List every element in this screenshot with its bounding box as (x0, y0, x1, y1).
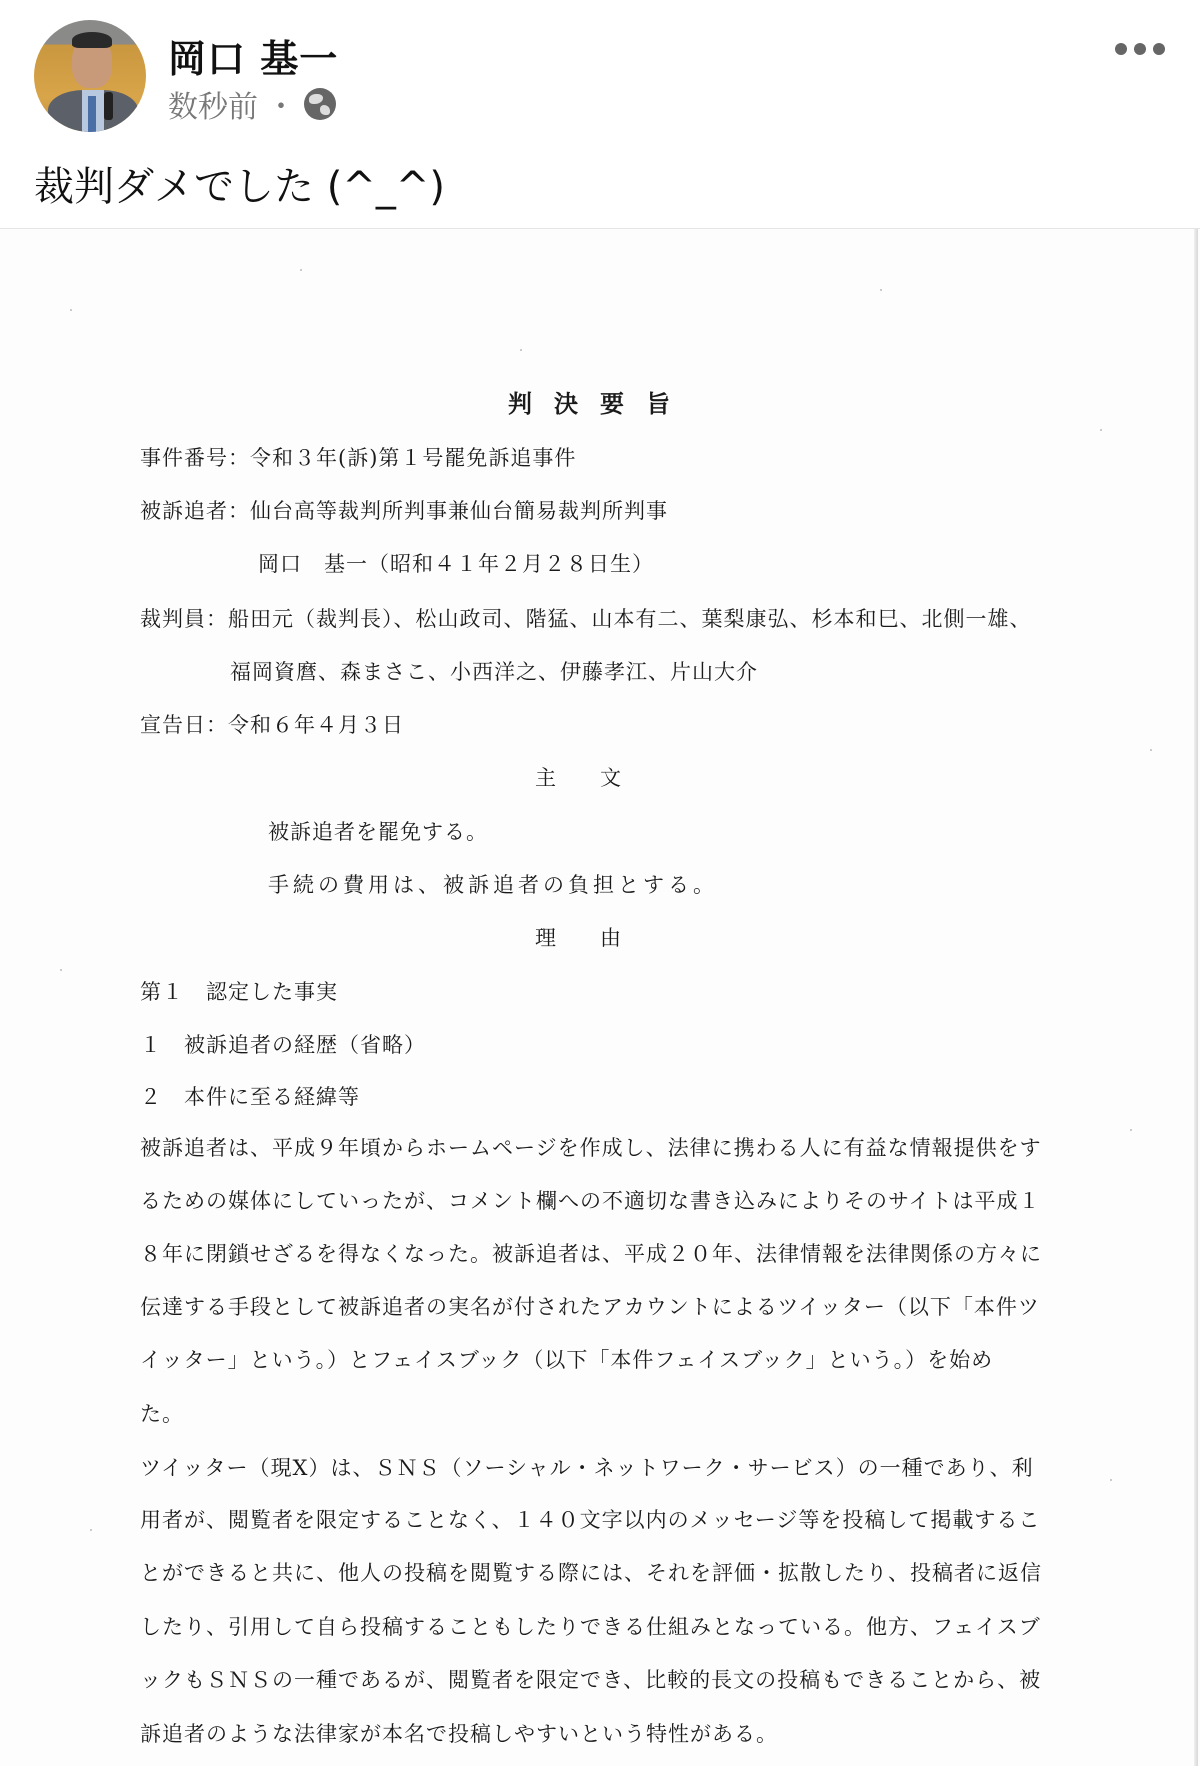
defendant-name: 岡口 基一（昭和４１年２月２８日生） (258, 552, 654, 576)
scan-edge (1194, 229, 1198, 1766)
body-line: 訴追者のような法律家が本名で投稿しやすいという特性がある。 (140, 1722, 778, 1746)
post-timestamp[interactable]: 数秒前 (168, 90, 258, 125)
main-text-2: 手続の費用は、被訴追者の負担とする。 (268, 873, 718, 897)
body-line: ８年に閉鎖せざるを得なくなった。被訴追者は、平成２０年、法律情報を法律関係の方々に (140, 1242, 1042, 1266)
item-2: ２ 本件に至る経緯等 (140, 1085, 360, 1109)
body-line: るための媒体にしていったが、コメント欄への不適切な書き込みによりそのサイトは平成１ (140, 1189, 1041, 1213)
post-text: 裁判ダメでした (^_^) (34, 164, 445, 210)
body-line: ツイッター（現X）は、ＳＮＳ（ソーシャル・ネットワーク・サービス）の一種であり、利 (140, 1456, 1034, 1480)
main-heading: 主文 (535, 766, 665, 790)
item-1: １ 被訴追者の経歴（省略） (140, 1033, 426, 1057)
body-line: 被訴追者は、平成９年頃からホームページを作成し、法律に携わる人に有益な情報提供をす (140, 1136, 1042, 1160)
globe-icon[interactable] (304, 88, 336, 120)
judges-line-2: 福岡資麿、森まさこ、小西洋之、伊藤孝江、片山大介 (230, 660, 758, 684)
reason-heading: 理由 (535, 926, 665, 950)
more-options-icon (1115, 43, 1127, 55)
body-line: 伝達する手段として被訴追者の実名が付されたアカウントによるツイッター（以下「本件ツ (140, 1295, 1040, 1319)
section-1-heading: 第１ 認定した事実 (140, 980, 338, 1004)
body-line: イッター」という。）とフェイスブック（以下「本件フェイスブック」という。）を始め (140, 1348, 994, 1372)
main-text-1: 被訴追者を罷免する。 (268, 820, 488, 844)
body-line: したり、引用して自ら投稿することもしたりできる仕組みとなっている。他方、フェイスブ (140, 1615, 1041, 1639)
verdict-date: 宣告日：令和６年４月３日 (140, 713, 404, 737)
judges-line-1: 裁判員：船田元（裁判長）、松山政司、階猛、山本有二、葉梨康弘、杉本和巳、北側一雄、 (140, 607, 1032, 631)
post-meta (168, 84, 336, 124)
body-line: 用者が、閲覧者を限定することなく、１４０文字以内のメッセージ等を投稿して掲載するこ (140, 1508, 1041, 1532)
document-title: 判決要旨 (508, 389, 692, 418)
case-number: 事件番号：令和３年(訴)第１号罷免訴追事件 (140, 446, 577, 470)
attached-document-image[interactable] (0, 229, 1200, 1766)
author-name[interactable]: 岡口 基一 (168, 37, 339, 81)
body-line: ックもＳＮＳの一種であるが、閲覧者を限定でき、比較的長文の投稿もできることから、被 (140, 1668, 1042, 1692)
meta-separator: ・ (266, 90, 296, 125)
avatar[interactable] (34, 20, 146, 132)
body-line: とができると共に、他人の投稿を閲覧する際には、それを評価・拡散したり、投稿者に返信 (140, 1561, 1042, 1585)
defendant-label: 被訴追者：仙台高等裁判所判事兼仙台簡易裁判所判事 (140, 499, 668, 523)
more-options-button[interactable] (1115, 38, 1165, 60)
post-header (0, 0, 1200, 228)
body-line: た。 (140, 1402, 184, 1426)
